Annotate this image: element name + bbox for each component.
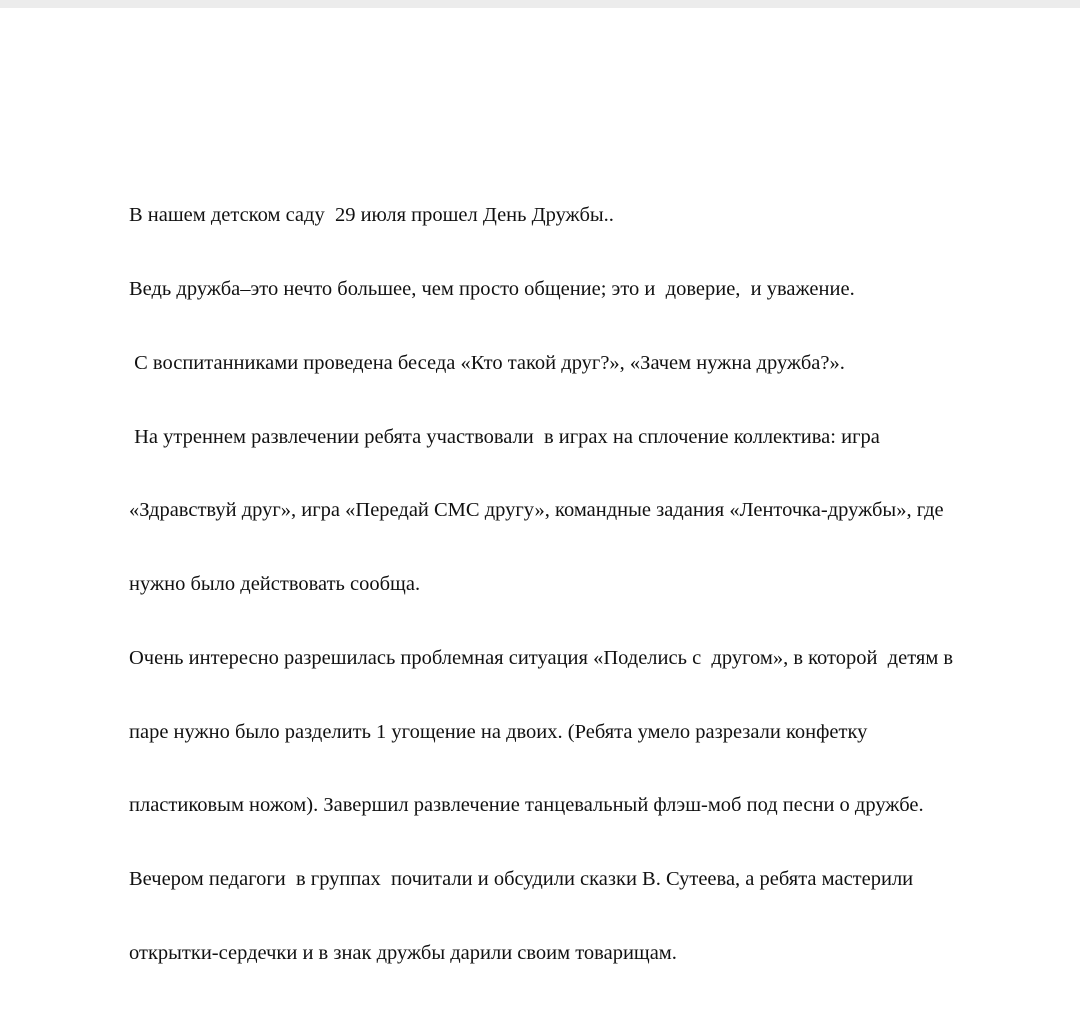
document-line: Вечером педагоги в группах почитали и обсудили сказки В. Сутеева, а ребята мастерили xyxy=(129,868,914,891)
document-line: паре нужно было разделить 1 угощение на двоих. (Ребята умело разрезали конфетку xyxy=(129,720,868,743)
document-line: нужно было действовать сообща. xyxy=(129,573,421,596)
document-body xyxy=(129,154,1029,1015)
top-bar xyxy=(0,0,1080,8)
document-line: На утреннем развлечении ребята участвовали в играх на сплочение коллектива: игра xyxy=(129,425,880,448)
document-line: открытки-сердечки и в знак дружбы дарили своим товарищам. xyxy=(129,942,677,964)
document-line: Ведь дружба–это нечто большее, чем просто общение; это и доверие, и уважение. xyxy=(129,277,855,300)
document-page xyxy=(0,8,1080,964)
document-line: «Здравствуй друг», игра «Передай СМС другу», командные задания «Ленточка-дружбы», где xyxy=(129,499,944,522)
document-line: С воспитанниками проведена беседа «Кто такой друг?», «Зачем нужна дружба?». xyxy=(129,351,845,374)
document-line: Очень интересно разрешилась проблемная ситуация «Поделись с другом», в которой детям в xyxy=(129,646,954,669)
document-line: пластиковым ножом). Завершил развлечение танцевальный флэш-моб под песни о дружбе. xyxy=(129,794,924,817)
document-line: В нашем детском саду 29 июля прошел День Дружбы.. xyxy=(129,204,614,227)
